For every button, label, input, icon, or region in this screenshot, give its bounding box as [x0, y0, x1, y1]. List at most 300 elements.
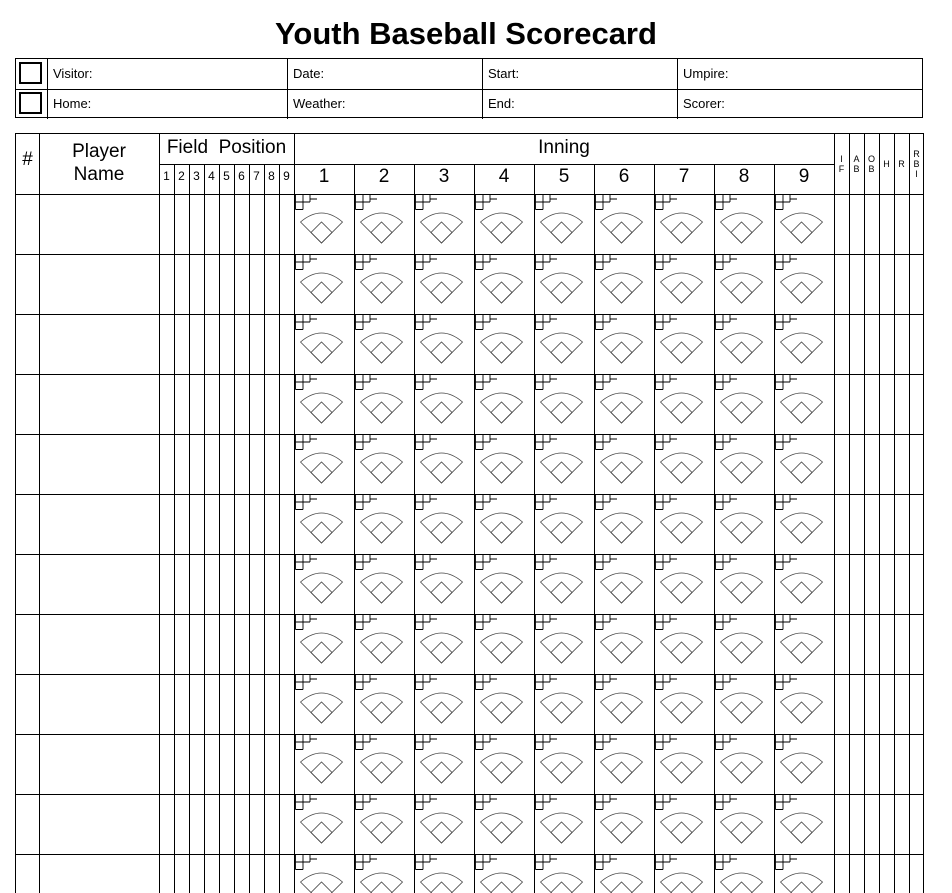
at-bat-cell[interactable] [354, 314, 414, 374]
at-bat-cell[interactable] [534, 614, 594, 674]
field-outline [601, 333, 643, 363]
at-bat-cell[interactable] [774, 434, 834, 494]
weather-field[interactable]: Weather: [287, 89, 482, 119]
at-bat-cell[interactable] [414, 734, 474, 794]
at-bat-cell[interactable] [654, 434, 714, 494]
field-outline [601, 573, 643, 603]
at-bat-cell[interactable] [474, 794, 534, 854]
count-boxes [656, 555, 678, 570]
at-bat-cell[interactable] [414, 854, 474, 893]
player-name-cell[interactable] [39, 555, 158, 614]
end-field[interactable]: End: [482, 89, 677, 119]
field-outline [481, 573, 523, 603]
diamond [371, 342, 392, 363]
diamond [611, 702, 632, 723]
at-bat-cell[interactable] [294, 794, 354, 854]
stat-header-letter: B [913, 159, 920, 169]
at-bat-cell[interactable] [354, 794, 414, 854]
player-name-cell[interactable] [39, 315, 158, 374]
count-boxes [536, 855, 558, 870]
at-bat-cell[interactable] [594, 254, 654, 314]
diamond [431, 522, 452, 543]
diamond [491, 582, 512, 603]
stat-header-letter: F [838, 164, 845, 174]
field-outline [421, 693, 463, 723]
at-bat-cell[interactable] [474, 494, 534, 554]
at-bat-cell[interactable] [714, 674, 774, 734]
at-bat-cell[interactable] [474, 614, 534, 674]
diamond [311, 702, 332, 723]
at-bat-cell[interactable] [654, 494, 714, 554]
diamond [431, 282, 452, 303]
at-bat-cell[interactable] [714, 614, 774, 674]
at-bat-cell[interactable] [654, 614, 714, 674]
count-boxes [536, 435, 558, 450]
stat-header-letter: I [915, 169, 918, 179]
start-field[interactable]: Start: [482, 59, 677, 89]
at-bat-cell[interactable] [594, 554, 654, 614]
diamond [671, 462, 692, 483]
position-number-4: 4 [208, 169, 215, 183]
count-boxes [716, 375, 738, 390]
stat-col-line [909, 134, 910, 893]
stat-col-line [864, 134, 865, 893]
diamond [371, 702, 392, 723]
player-name-cell[interactable] [39, 735, 158, 794]
at-bat-cell[interactable] [534, 254, 594, 314]
diamond [311, 402, 332, 423]
at-bat-cell[interactable] [594, 854, 654, 893]
at-bat-cell[interactable] [474, 734, 534, 794]
at-bat-cell[interactable] [474, 854, 534, 893]
visitor-checkbox[interactable] [19, 62, 42, 84]
count-boxes [716, 315, 738, 330]
diamond [731, 642, 752, 663]
diamond [671, 342, 692, 363]
field-outline [601, 633, 643, 663]
at-bat-cell[interactable] [594, 614, 654, 674]
page-title: Youth Baseball Scorecard [275, 16, 657, 51]
player-header-line2: Name [73, 164, 125, 185]
count-boxes [296, 615, 318, 630]
at-bat-cell[interactable] [534, 734, 594, 794]
field-outline [421, 813, 463, 843]
stat-header-letter: I [840, 154, 843, 164]
at-bat-cell[interactable] [354, 374, 414, 434]
diamond [611, 822, 632, 843]
at-bat-cell[interactable] [714, 854, 774, 893]
field-outline [721, 573, 763, 603]
count-boxes [356, 675, 378, 690]
at-bat-cell[interactable] [774, 854, 834, 893]
at-bat-cell[interactable] [294, 314, 354, 374]
count-boxes [656, 615, 678, 630]
field-outline [781, 393, 823, 423]
player-name-header [39, 140, 159, 186]
field-outline [541, 813, 583, 843]
field-outline [781, 333, 823, 363]
diamond [431, 402, 452, 423]
at-bat-cell[interactable] [474, 194, 534, 254]
field-outline [361, 693, 403, 723]
player-name-cell[interactable] [39, 435, 158, 494]
at-bat-cell[interactable] [654, 554, 714, 614]
diamond [491, 702, 512, 723]
at-bat-cell[interactable] [474, 374, 534, 434]
inning-number-9: 9 [798, 166, 810, 187]
at-bat-cell[interactable] [714, 254, 774, 314]
at-bat-cell[interactable] [294, 374, 354, 434]
at-bat-cell[interactable] [594, 674, 654, 734]
field-outline [421, 393, 463, 423]
at-bat-cell[interactable] [414, 554, 474, 614]
home-checkbox[interactable] [19, 92, 42, 114]
player-name-cell[interactable] [39, 675, 158, 734]
player-name-cell[interactable] [39, 855, 158, 893]
field-outline [301, 333, 343, 363]
field-outline [421, 513, 463, 543]
at-bat-cell[interactable] [534, 434, 594, 494]
at-bat-cell[interactable] [534, 794, 594, 854]
at-bat-cell[interactable] [414, 794, 474, 854]
visitor-field[interactable]: Visitor: [47, 59, 287, 89]
field-outline [661, 453, 703, 483]
diamond [551, 642, 572, 663]
at-bat-cell[interactable] [774, 494, 834, 554]
diamond [551, 402, 572, 423]
at-bat-cell[interactable] [474, 434, 534, 494]
field-outline [781, 813, 823, 843]
at-bat-cell[interactable] [534, 854, 594, 893]
count-boxes [476, 735, 498, 750]
at-bat-cell[interactable] [474, 674, 534, 734]
at-bat-cell[interactable] [774, 794, 834, 854]
at-bat-cell[interactable] [654, 734, 714, 794]
at-bat-cell[interactable] [714, 494, 774, 554]
field-outline [661, 693, 703, 723]
at-bat-cell[interactable] [654, 314, 714, 374]
count-boxes [776, 675, 798, 690]
at-bat-cell[interactable] [414, 374, 474, 434]
at-bat-cell[interactable] [354, 554, 414, 614]
count-boxes [476, 375, 498, 390]
at-bat-cell[interactable] [534, 194, 594, 254]
stat-header-ob [864, 154, 879, 174]
count-boxes [416, 795, 438, 810]
at-bat-cell[interactable] [354, 854, 414, 893]
field-outline [541, 753, 583, 783]
field-outline [781, 453, 823, 483]
field-outline [481, 873, 523, 893]
diamond [731, 822, 752, 843]
field-outline [541, 693, 583, 723]
diamond [371, 402, 392, 423]
at-bat-cell[interactable] [294, 674, 354, 734]
stat-header-h [879, 159, 894, 169]
field-outline [541, 273, 583, 303]
count-boxes [656, 195, 678, 210]
diamond [491, 222, 512, 243]
count-boxes [296, 375, 318, 390]
count-boxes [716, 495, 738, 510]
diamond [311, 822, 332, 843]
field-outline [481, 633, 523, 663]
count-boxes [296, 795, 318, 810]
at-bat-cell[interactable] [654, 374, 714, 434]
diamond [791, 222, 812, 243]
field-outline [301, 213, 343, 243]
diamond [611, 402, 632, 423]
field-outline [601, 213, 643, 243]
at-bat-cell[interactable] [294, 734, 354, 794]
field-outline [541, 393, 583, 423]
field-outline [541, 633, 583, 663]
at-bat-cell[interactable] [654, 794, 714, 854]
count-boxes [596, 495, 618, 510]
field-outline [301, 633, 343, 663]
count-boxes [416, 435, 438, 450]
at-bat-cell[interactable] [414, 254, 474, 314]
player-name-cell[interactable] [39, 495, 158, 554]
diamond [731, 582, 752, 603]
home-field[interactable]: Home: [47, 89, 287, 119]
count-boxes [356, 795, 378, 810]
at-bat-cell[interactable] [714, 554, 774, 614]
count-boxes [716, 555, 738, 570]
count-boxes [596, 855, 618, 870]
diamond [311, 642, 332, 663]
position-col-line [219, 164, 220, 893]
at-bat-cell[interactable] [294, 194, 354, 254]
at-bat-cell[interactable] [294, 494, 354, 554]
inning-number-6: 6 [618, 166, 630, 187]
at-bat-cell[interactable] [654, 674, 714, 734]
diamond [671, 582, 692, 603]
at-bat-cell[interactable] [474, 254, 534, 314]
count-boxes [536, 255, 558, 270]
at-bat-cell[interactable] [294, 614, 354, 674]
at-bat-cell[interactable] [654, 194, 714, 254]
at-bat-cell[interactable] [594, 434, 654, 494]
at-bat-cell[interactable] [594, 194, 654, 254]
at-bat-cell[interactable] [774, 374, 834, 434]
count-boxes [416, 615, 438, 630]
count-boxes [596, 375, 618, 390]
at-bat-cell[interactable] [354, 194, 414, 254]
diamond [311, 882, 332, 893]
at-bat-cell[interactable] [474, 314, 534, 374]
at-bat-cell[interactable] [534, 314, 594, 374]
field-outline [421, 333, 463, 363]
at-bat-cell[interactable] [414, 494, 474, 554]
count-boxes [416, 855, 438, 870]
diamond [431, 882, 452, 893]
player-name-cell[interactable] [39, 375, 158, 434]
field-outline [361, 453, 403, 483]
date-field[interactable]: Date: [287, 59, 482, 89]
diamond [491, 822, 512, 843]
player-name-cell[interactable] [39, 195, 158, 254]
at-bat-cell[interactable] [594, 314, 654, 374]
scorer-field[interactable]: Scorer: [677, 89, 923, 119]
count-boxes [356, 255, 378, 270]
field-outline [601, 813, 643, 843]
count-boxes [356, 375, 378, 390]
field-outline [721, 813, 763, 843]
at-bat-cell[interactable] [594, 374, 654, 434]
diamond [731, 462, 752, 483]
at-bat-cell[interactable] [714, 314, 774, 374]
at-bat-cell[interactable] [294, 554, 354, 614]
field-outline [601, 273, 643, 303]
at-bat-cell[interactable] [774, 734, 834, 794]
field-outline [541, 453, 583, 483]
at-bat-cell[interactable] [354, 614, 414, 674]
diamond [791, 822, 812, 843]
diamond [791, 402, 812, 423]
diamond [671, 822, 692, 843]
field-outline [661, 213, 703, 243]
at-bat-cell[interactable] [414, 614, 474, 674]
stat-header-ab [849, 154, 864, 174]
field-outline [361, 873, 403, 893]
position-number-7: 7 [253, 169, 260, 183]
at-bat-cell[interactable] [414, 434, 474, 494]
field-outline [361, 753, 403, 783]
diamond [371, 522, 392, 543]
at-bat-cell[interactable] [354, 734, 414, 794]
count-boxes [596, 675, 618, 690]
count-boxes [536, 555, 558, 570]
field-outline [361, 393, 403, 423]
field-outline [361, 573, 403, 603]
diamond [611, 642, 632, 663]
at-bat-cell[interactable] [714, 374, 774, 434]
field-outline [361, 273, 403, 303]
count-boxes [476, 495, 498, 510]
at-bat-cell[interactable] [354, 434, 414, 494]
diamond [551, 222, 572, 243]
diamond [431, 822, 452, 843]
count-boxes [596, 255, 618, 270]
at-bat-cell[interactable] [414, 674, 474, 734]
at-bat-cell[interactable] [774, 314, 834, 374]
inning-number-3: 3 [438, 166, 450, 187]
at-bat-cell[interactable] [594, 734, 654, 794]
field-outline [541, 213, 583, 243]
at-bat-cell[interactable] [654, 254, 714, 314]
diamond [611, 222, 632, 243]
at-bat-cell[interactable] [294, 254, 354, 314]
at-bat-cell[interactable] [354, 254, 414, 314]
umpire-field[interactable]: Umpire: [677, 59, 923, 89]
at-bat-cell[interactable] [714, 794, 774, 854]
at-bat-cell[interactable] [414, 194, 474, 254]
count-boxes [356, 495, 378, 510]
count-boxes [536, 375, 558, 390]
count-boxes [596, 615, 618, 630]
field-outline [721, 753, 763, 783]
at-bat-cell[interactable] [594, 494, 654, 554]
field-outline [721, 873, 763, 893]
field-outline [481, 453, 523, 483]
field-outline [661, 753, 703, 783]
diamond [671, 702, 692, 723]
stat-header-letter: H [883, 159, 890, 169]
at-bat-cell[interactable] [474, 554, 534, 614]
at-bat-cell[interactable] [774, 254, 834, 314]
count-boxes [296, 195, 318, 210]
at-bat-cell[interactable] [714, 434, 774, 494]
inning-header: Inning [538, 137, 590, 158]
number-header: # [22, 149, 33, 170]
player-name-cell[interactable] [39, 795, 158, 854]
count-boxes [476, 675, 498, 690]
at-bat-cell[interactable] [534, 494, 594, 554]
field-outline [781, 753, 823, 783]
position-col-line [174, 164, 175, 893]
diamond [431, 702, 452, 723]
diamond [671, 642, 692, 663]
diamond [311, 222, 332, 243]
diamond [671, 222, 692, 243]
player-name-cell[interactable] [39, 615, 158, 674]
field-outline [661, 333, 703, 363]
count-boxes [296, 675, 318, 690]
at-bat-cell[interactable] [714, 194, 774, 254]
field-outline [481, 693, 523, 723]
at-bat-cell[interactable] [774, 674, 834, 734]
at-bat-cell[interactable] [774, 194, 834, 254]
at-bat-cell[interactable] [534, 374, 594, 434]
diamond [491, 462, 512, 483]
count-boxes [356, 615, 378, 630]
field-outline [781, 273, 823, 303]
diamond [731, 702, 752, 723]
at-bat-cell[interactable] [774, 554, 834, 614]
field-outline [301, 513, 343, 543]
at-bat-cell[interactable] [714, 734, 774, 794]
diamond [671, 402, 692, 423]
field-outline [481, 753, 523, 783]
count-boxes [776, 555, 798, 570]
at-bat-cell[interactable] [774, 614, 834, 674]
at-bat-cell[interactable] [294, 854, 354, 893]
count-boxes [536, 615, 558, 630]
field-outline [361, 813, 403, 843]
at-bat-cell[interactable] [294, 434, 354, 494]
count-boxes [776, 855, 798, 870]
at-bat-cell[interactable] [414, 314, 474, 374]
diamond [431, 762, 452, 783]
at-bat-cell[interactable] [354, 674, 414, 734]
stat-col-line [849, 134, 850, 893]
player-name-cell[interactable] [39, 255, 158, 314]
field-outline [721, 633, 763, 663]
at-bat-cell[interactable] [534, 554, 594, 614]
game-info-box [15, 58, 923, 118]
diamond [371, 222, 392, 243]
diamond [791, 702, 812, 723]
count-boxes [416, 555, 438, 570]
col-line [159, 134, 160, 893]
at-bat-cell[interactable] [654, 854, 714, 893]
at-bat-cell[interactable] [534, 674, 594, 734]
count-boxes [476, 855, 498, 870]
at-bat-cell[interactable] [594, 794, 654, 854]
at-bat-cell[interactable] [354, 494, 414, 554]
field-outline [301, 873, 343, 893]
